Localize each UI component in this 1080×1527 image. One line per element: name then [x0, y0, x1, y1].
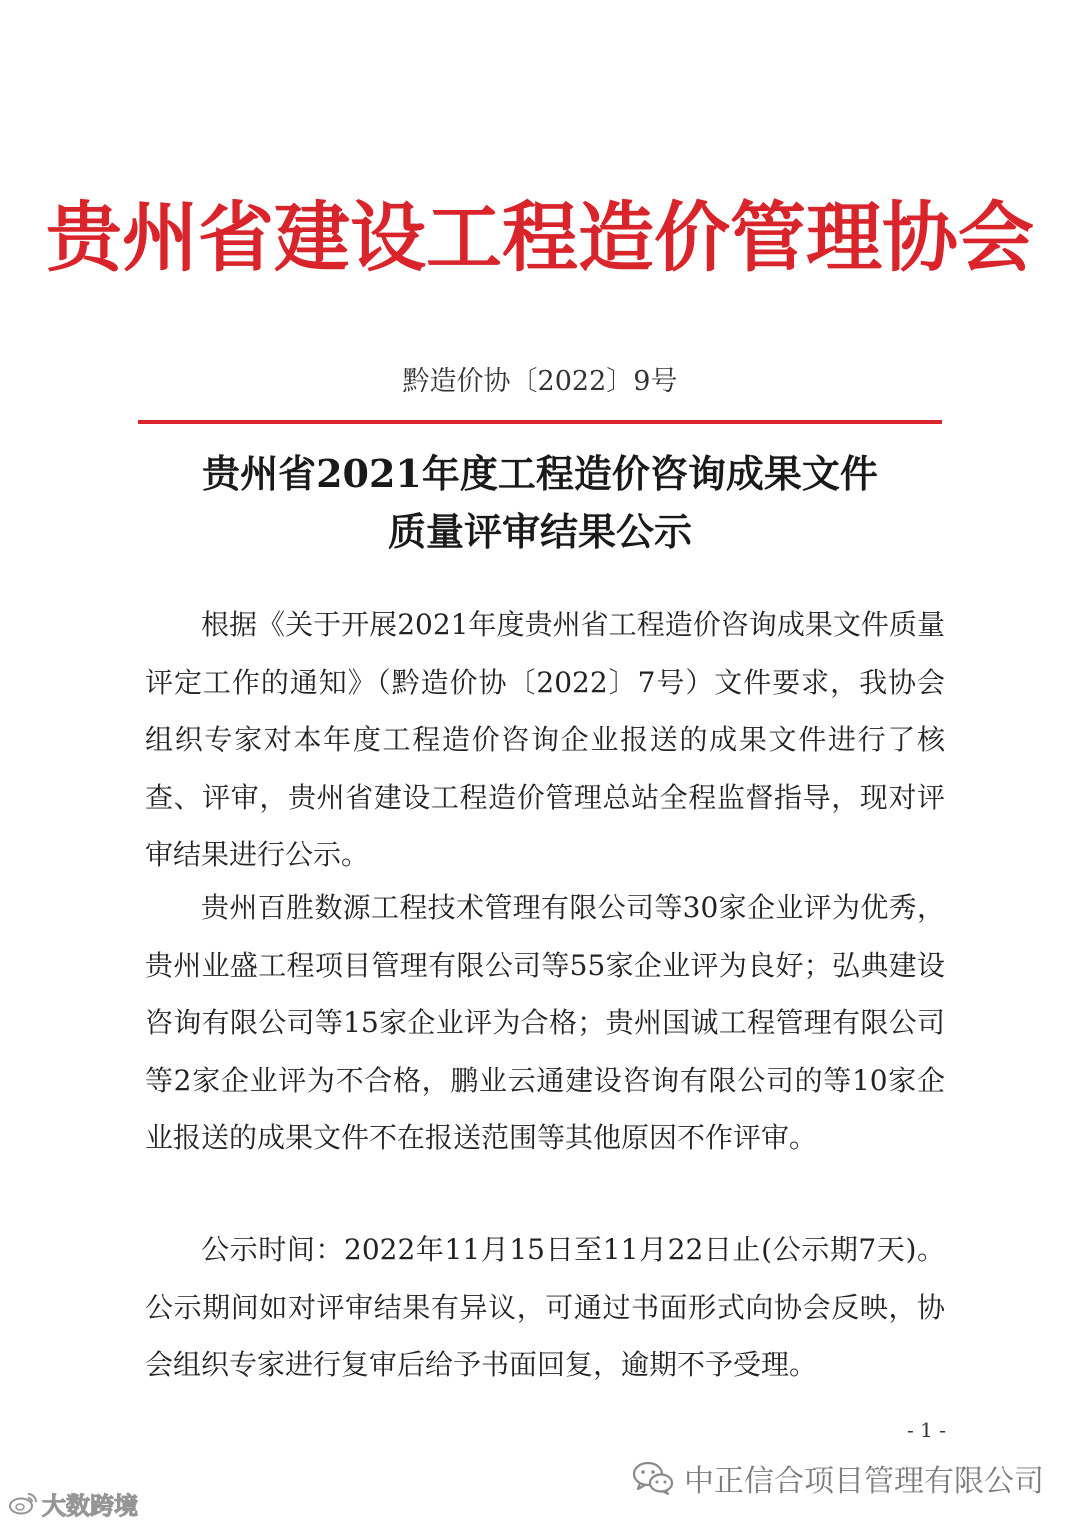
body-paragraph-1: 根据《关于开展2021年度贵州省工程造价咨询成果文件质量评定工作的通知》（黔造价协〔2022〕7号）文件要求，我协会组织专家对本年度工程造价咨询企业报送的成果文件进行了核查、评审，贵州省建设工程造价管理总站全程监督指导，现对评审结果进行公示。: [145, 608, 945, 872]
page-number: - 1 -: [907, 1418, 946, 1442]
watermark-right: [632, 1455, 1044, 1501]
red-divider-line: [138, 420, 942, 424]
document-title-line-1: 贵州省2021年度工程造价咨询成果文件: [202, 451, 878, 496]
weibo-logo-icon: [8, 1491, 38, 1515]
document-number: 黔造价协〔2022〕9号: [402, 366, 678, 397]
organization-header: 贵州省建设工程造价管理协会: [46, 193, 1034, 282]
body-paragraph-3: 公示时间：2022年11月15日至11月22日止(公示期7天)。公示期间如对评审结果有异议，可通过书面形式向协会反映，协会组织专家进行复审后给予书面回复，逾期不予受理。: [145, 1233, 945, 1382]
body-paragraph-2: 贵州百胜数源工程技术管理有限公司等30家企业评为优秀，贵州业盛工程项目管理有限公司等55家企业评为良好；弘典建设咨询有限公司等15家企业评为合格；贵州国诚工程管理有限公司等2家企业评为不合格，鹏业云通建设咨询有限公司的等10家企业报送的成果文件不在报送范围等其他原因不作评审。: [145, 891, 945, 1155]
document-title-line-2: 质量评审结果公示: [387, 509, 692, 554]
wechat-logo-icon: [632, 1460, 674, 1496]
watermark-right-text: 中正信合项目管理有限公司: [684, 1464, 1044, 1499]
watermark-left: [8, 1488, 138, 1518]
watermark-left-text: 大数跨境: [42, 1491, 138, 1520]
